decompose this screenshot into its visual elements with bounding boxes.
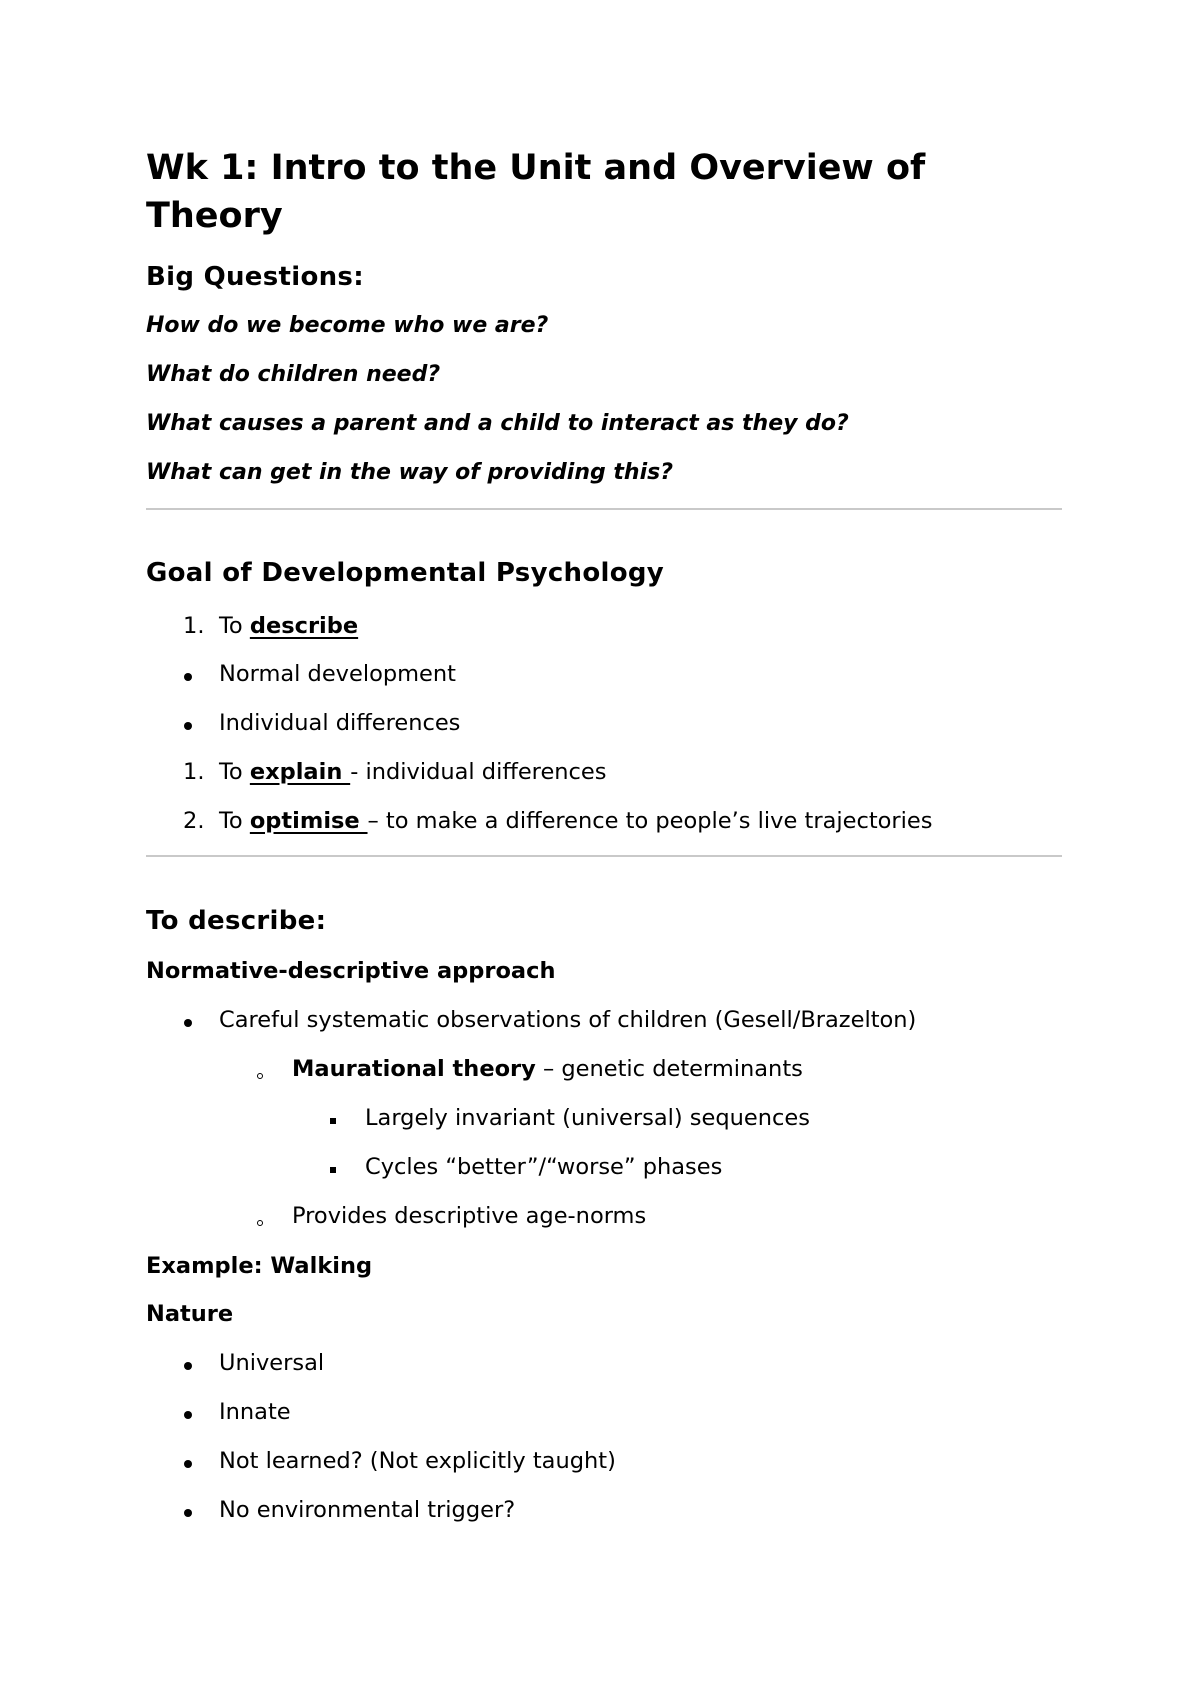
nature-item: No environmental trigger? (219, 1497, 516, 1523)
keyword-optimise: optimise (249, 808, 368, 834)
list-number: 1. (183, 759, 205, 785)
goal-item-optimise (219, 808, 932, 834)
goal-item-describe (219, 613, 358, 639)
list-number: 2. (183, 808, 205, 834)
keyword-explain: explain (249, 759, 351, 785)
example-heading: Example: Walking (146, 1253, 373, 1279)
list-number: 1. (183, 613, 205, 639)
question-item: What do children need? (146, 362, 441, 387)
approach-heading: Normative-descriptive approach (146, 958, 556, 984)
nature-item: Universal (219, 1350, 325, 1376)
sub-item: Provides descriptive age-norms (292, 1203, 647, 1229)
bullet-dot (184, 1460, 192, 1468)
sub-item-rest: – genetic determinants (535, 1056, 803, 1082)
goal-item-explain (219, 759, 606, 785)
goal-item-rest: - individual differences (350, 759, 607, 785)
bullet-dot (184, 722, 192, 730)
bullet-item: Normal development (219, 661, 456, 687)
bullet-dot (184, 1019, 192, 1027)
bullet-item: Individual differences (219, 710, 461, 736)
bullet-dot (184, 1411, 192, 1419)
bullet-dot (184, 673, 192, 681)
page-title-line-1: Wk 1: Intro to the Unit and Overview of (146, 148, 926, 188)
sub-sub-item: Largely invariant (universal) sequences (365, 1105, 810, 1131)
sub-sub-item: Cycles “better”/“worse” phases (365, 1154, 723, 1180)
describe-heading: To describe: (146, 906, 327, 936)
nature-item: Not learned? (Not explicitly taught) (219, 1448, 616, 1474)
maturational-theory-label: Maurational theory (292, 1056, 536, 1082)
page-title-line-2: Theory (146, 196, 283, 236)
goal-item-prefix: To (219, 759, 250, 785)
bullet-dot (184, 1362, 192, 1370)
section-divider (146, 855, 1062, 857)
question-item: How do we become who we are? (146, 313, 549, 338)
section-divider (146, 508, 1062, 510)
sub-item-maturational (292, 1056, 803, 1082)
square-bullet (330, 1167, 336, 1173)
goal-heading: Goal of Developmental Psychology (146, 558, 665, 588)
nature-heading: Nature (146, 1301, 234, 1327)
goal-item-prefix: To (219, 808, 250, 834)
bullet-item: Careful systematic observations of children (Gesell/Brazelton) (219, 1007, 917, 1033)
bullet-dot (184, 1509, 192, 1517)
square-bullet (330, 1118, 336, 1124)
goal-item-prefix: To (219, 613, 250, 639)
sub-bullet-ring (257, 1220, 263, 1226)
big-questions-heading: Big Questions: (146, 262, 364, 292)
keyword-describe: describe (249, 613, 359, 639)
goal-item-rest: – to make a difference to people’s live trajectories (367, 808, 933, 834)
question-item: What can get in the way of providing this? (146, 460, 673, 485)
sub-bullet-ring (257, 1073, 263, 1079)
question-item: What causes a parent and a child to interact as they do? (146, 411, 849, 436)
nature-item: Innate (219, 1399, 291, 1425)
